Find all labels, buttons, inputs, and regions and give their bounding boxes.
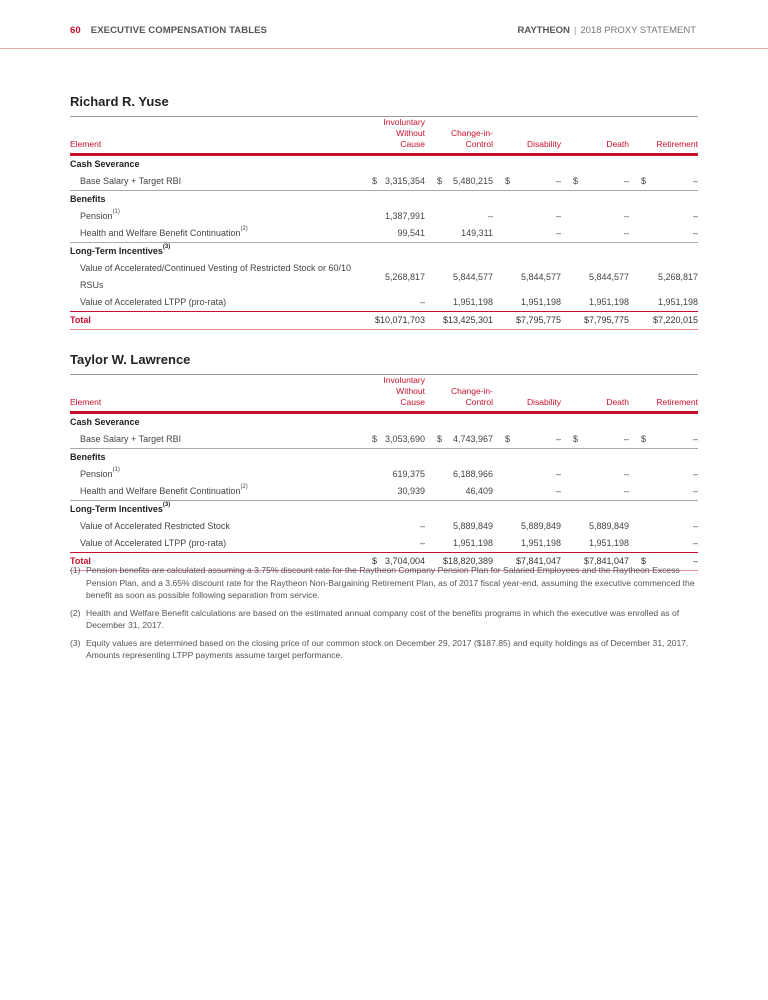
row-label-text: Base Salary + Target RBI <box>80 434 182 444</box>
value-amount: – <box>623 176 629 186</box>
total-amount: $7,220,015 <box>652 315 698 325</box>
value-cell <box>425 294 493 312</box>
currency-symbol: $ <box>505 176 511 186</box>
footnote-ref: (3) <box>162 502 171 508</box>
value-cell <box>629 208 698 225</box>
column-header-involuntary <box>360 117 425 155</box>
footnote-ref: (2) <box>240 226 248 232</box>
row-label <box>70 466 360 483</box>
executive-name: Taylor W. Lawrence <box>70 352 191 367</box>
value-cell <box>561 518 629 535</box>
footnote-marker: (1) <box>70 565 81 575</box>
value-cell <box>425 173 493 191</box>
value-cell <box>561 483 629 501</box>
value-cell <box>629 483 698 501</box>
header-right <box>517 25 696 36</box>
footnote-marker: (3) <box>70 637 81 648</box>
value-amount: – <box>692 434 698 444</box>
value-amount: – <box>419 538 425 548</box>
value-amount: 30,939 <box>397 486 425 496</box>
value-cell <box>360 225 425 243</box>
footnote <box>70 637 698 662</box>
group-label <box>70 501 698 519</box>
column-header-involuntary-line1: Involuntary <box>383 375 425 385</box>
value-cell <box>561 225 629 243</box>
column-header-element: Element <box>70 397 102 407</box>
value-amount: 5,480,215 <box>452 176 493 186</box>
header-rule <box>0 48 768 49</box>
total-amount: $10,071,703 <box>374 315 425 325</box>
compensation-table <box>70 117 698 330</box>
row-label-text: Health and Welfare Benefit Continuation <box>80 228 241 238</box>
value-amount: – <box>692 176 698 186</box>
value-amount: – <box>555 486 561 496</box>
group-label <box>70 243 698 261</box>
footnote-ref: (2) <box>240 484 248 490</box>
total-amount: $7,795,775 <box>583 315 629 325</box>
value-amount: – <box>623 434 629 444</box>
executive-name: Richard R. Yuse <box>70 94 169 109</box>
header-separator: | <box>573 25 577 36</box>
value-amount: – <box>692 469 698 479</box>
value-cell <box>425 431 493 449</box>
column-header-change-in-control-line1: Change-in- <box>450 128 493 138</box>
footnote <box>70 564 698 602</box>
value-amount: 5,889,849 <box>520 521 561 531</box>
value-amount: 1,951,198 <box>452 538 493 548</box>
currency-symbol: $ <box>505 434 511 444</box>
table-row <box>70 535 698 553</box>
column-header-involuntary-line2: Without Cause <box>396 386 425 407</box>
value-cell <box>493 483 561 501</box>
table-row <box>70 483 698 501</box>
value-cell <box>425 208 493 225</box>
table-row <box>70 466 698 483</box>
value-cell <box>360 431 425 449</box>
value-amount: – <box>555 228 561 238</box>
document-title: 2018 PROXY STATEMENT <box>580 25 696 36</box>
table-section-lawrence <box>70 350 698 571</box>
total-value <box>360 312 425 330</box>
value-amount: – <box>692 211 698 221</box>
group-row <box>70 243 698 261</box>
value-cell <box>493 225 561 243</box>
value-cell <box>629 260 698 294</box>
header-row <box>70 375 698 413</box>
value-amount: 5,844,577 <box>452 271 493 282</box>
footnote-text: Pension benefits are calculated assuming a 3.75% discount rate for the Raytheon Company Pension Plan for Salaried Employees and the Raytheon Excess Pension Plan, and a 3.65% discount rate for the Raytheon Non-Bargaining Retirement Plan, as of 2017 fiscal year-end, assuming the executive commenced the benefit as soon as possible following separation from service. <box>86 565 695 600</box>
table-row <box>70 173 698 191</box>
value-cell <box>425 518 493 535</box>
row-label <box>70 535 360 553</box>
value-amount: – <box>487 211 493 221</box>
total-value <box>493 312 561 330</box>
value-cell <box>493 518 561 535</box>
value-amount: – <box>692 486 698 496</box>
value-cell <box>360 260 425 294</box>
total-label: Total <box>70 553 360 571</box>
value-cell <box>425 260 493 294</box>
total-value <box>425 312 493 330</box>
value-amount: 619,375 <box>392 469 425 479</box>
column-header-change-in-control <box>425 117 493 155</box>
row-label <box>70 173 360 191</box>
currency-symbol: $ <box>573 434 579 444</box>
value-amount: 3,053,690 <box>384 434 425 444</box>
value-cell <box>629 225 698 243</box>
row-label-text: Value of Accelerated Restricted Stock <box>80 521 230 531</box>
value-amount: 5,889,849 <box>452 521 493 531</box>
value-cell <box>629 294 698 312</box>
group-label <box>70 191 698 209</box>
value-amount: 149,311 <box>461 228 493 238</box>
total-amount: – <box>692 556 698 566</box>
group-row <box>70 501 698 519</box>
group-label <box>70 449 698 467</box>
table-row <box>70 518 698 535</box>
column-header-death: Death <box>606 139 629 149</box>
value-amount: – <box>692 228 698 238</box>
group-label-text: Cash Severance <box>70 159 140 169</box>
value-amount: 5,844,577 <box>588 271 629 282</box>
value-cell <box>360 518 425 535</box>
value-amount: 5,268,817 <box>657 271 698 282</box>
total-value <box>561 312 629 330</box>
row-label-text: Base Salary + Target RBI <box>80 176 182 186</box>
group-label-text: Long-Term Incentives <box>70 246 163 256</box>
value-cell <box>425 483 493 501</box>
footnote-text: Health and Welfare Benefit calculations are based on the estimated annual company cost of the benefits programs in which the executive was enrolled as of December 31, 2017. <box>86 607 680 630</box>
value-cell <box>629 466 698 483</box>
group-label-text: Cash Severance <box>70 417 140 427</box>
currency-symbol: $ <box>372 434 378 444</box>
total-value <box>629 312 698 330</box>
total-amount: $7,841,047 <box>583 556 629 566</box>
table-section-yuse <box>70 92 698 330</box>
total-amount: $18,820,389 <box>442 556 493 566</box>
value-amount: – <box>623 486 629 496</box>
group-label-text: Benefits <box>70 194 106 204</box>
total-amount: $7,795,775 <box>515 315 561 325</box>
column-header-involuntary-line1: Involuntary <box>383 117 425 127</box>
group-label-text: Benefits <box>70 452 106 462</box>
row-label <box>70 483 360 501</box>
value-cell <box>561 535 629 553</box>
value-cell <box>493 260 561 294</box>
column-header-disability: Disability <box>526 139 561 149</box>
group-row <box>70 449 698 467</box>
value-cell <box>425 225 493 243</box>
page-header <box>0 0 768 50</box>
value-cell <box>493 431 561 449</box>
row-label-text: Health and Welfare Benefit Continuation <box>80 486 241 496</box>
value-amount: – <box>623 228 629 238</box>
column-header-disability: Disability <box>526 397 561 407</box>
currency-symbol: $ <box>372 556 378 566</box>
footnote-ref: (1) <box>112 467 120 473</box>
value-amount: 5,268,817 <box>384 271 425 282</box>
currency-symbol: $ <box>437 434 443 444</box>
value-amount: 46,409 <box>465 486 493 496</box>
table-row <box>70 294 698 312</box>
column-header-involuntary-line2: Without Cause <box>396 128 425 149</box>
value-amount: 99,541 <box>397 228 425 238</box>
value-cell <box>425 535 493 553</box>
value-cell <box>360 483 425 501</box>
currency-symbol: $ <box>573 176 579 186</box>
value-amount: 3,315,354 <box>384 176 425 186</box>
footnote-text: Equity values are determined based on the closing price of our common stock on December 29, 2017 ($187.85) and equity holdings as of December 31, 2017. Amounts representing LTPP payments assume target performance. <box>86 637 689 660</box>
value-amount: – <box>555 434 561 444</box>
value-cell <box>493 294 561 312</box>
column-header-change-in-control-line1: Change-in- <box>450 386 493 396</box>
row-label <box>70 208 360 225</box>
value-amount: 6,188,966 <box>452 469 493 479</box>
row-label-text: Value of Accelerated/Continued Vesting of Restricted Stock or 60/10 RSUs <box>80 263 351 290</box>
value-cell <box>561 260 629 294</box>
total-label: Total <box>70 312 360 330</box>
total-row <box>70 312 698 330</box>
compensation-table <box>70 375 698 571</box>
row-label <box>70 431 360 449</box>
table-row <box>70 208 698 225</box>
value-cell <box>360 294 425 312</box>
total-amount: 3,704,004 <box>384 556 425 566</box>
value-cell <box>561 294 629 312</box>
group-row <box>70 191 698 209</box>
column-header-involuntary <box>360 375 425 413</box>
value-cell <box>561 431 629 449</box>
row-label-text: Pension <box>80 211 113 221</box>
column-header-retirement: Retirement <box>656 397 698 407</box>
header-left <box>70 25 267 36</box>
value-cell <box>360 535 425 553</box>
row-label <box>70 260 360 294</box>
value-cell <box>493 173 561 191</box>
value-amount: 1,951,198 <box>520 538 561 548</box>
column-header-death: Death <box>606 397 629 407</box>
value-cell <box>561 173 629 191</box>
value-amount: 1,951,198 <box>588 297 629 307</box>
value-amount: – <box>419 297 425 307</box>
group-row <box>70 155 698 174</box>
total-amount: $7,841,047 <box>515 556 561 566</box>
footnote <box>70 607 698 632</box>
value-cell <box>360 173 425 191</box>
value-amount: 1,951,198 <box>588 538 629 548</box>
group-row <box>70 413 698 432</box>
currency-symbol: $ <box>372 176 378 186</box>
value-amount: 5,889,849 <box>588 521 629 531</box>
value-cell <box>561 466 629 483</box>
currency-symbol: $ <box>641 556 647 566</box>
section-title: EXECUTIVE COMPENSATION TABLES <box>90 25 267 36</box>
column-header-element: Element <box>70 139 102 149</box>
value-amount: 5,844,577 <box>520 271 561 282</box>
currency-symbol: $ <box>641 176 647 186</box>
footnote-marker: (2) <box>70 607 81 618</box>
value-cell <box>629 173 698 191</box>
value-cell <box>425 466 493 483</box>
value-amount: – <box>692 521 698 531</box>
column-header-change-in-control-line2: Control <box>465 397 493 407</box>
value-amount: – <box>555 211 561 221</box>
value-cell <box>629 535 698 553</box>
total-amount: $13,425,301 <box>442 315 493 325</box>
header-row <box>70 117 698 155</box>
currency-symbol: $ <box>641 434 647 444</box>
column-header-change-in-control <box>425 375 493 413</box>
footnote-ref: (1) <box>112 209 120 215</box>
value-amount: – <box>555 469 561 479</box>
row-label-text: Value of Accelerated LTPP (pro-rata) <box>80 297 227 307</box>
table-row <box>70 431 698 449</box>
footnotes <box>70 564 698 667</box>
footnote-ref: (3) <box>162 244 171 250</box>
row-label <box>70 294 360 312</box>
value-amount: – <box>555 176 561 186</box>
value-cell <box>493 535 561 553</box>
value-cell <box>360 208 425 225</box>
value-amount: – <box>692 538 698 548</box>
group-label <box>70 155 698 174</box>
row-label-text: Value of Accelerated LTPP (pro-rata) <box>80 538 227 548</box>
value-amount: – <box>623 211 629 221</box>
value-amount: – <box>623 469 629 479</box>
value-amount: 1,387,991 <box>384 211 425 221</box>
column-header-retirement: Retirement <box>656 139 698 149</box>
group-label <box>70 413 698 432</box>
value-amount: 1,951,198 <box>520 297 561 307</box>
column-header-change-in-control-line2: Control <box>465 139 493 149</box>
value-cell <box>629 518 698 535</box>
group-label-text: Long-Term Incentives <box>70 504 163 514</box>
currency-symbol: $ <box>437 176 443 186</box>
value-cell <box>493 208 561 225</box>
row-label-text: Pension <box>80 469 113 479</box>
value-cell <box>629 431 698 449</box>
brand-name: RAYTHEON <box>517 25 570 36</box>
value-amount: 1,951,198 <box>657 297 698 307</box>
value-amount: 1,951,198 <box>452 297 493 307</box>
value-cell <box>561 208 629 225</box>
row-label <box>70 518 360 535</box>
row-label <box>70 225 360 243</box>
page-number: 60 <box>70 25 81 36</box>
value-cell <box>360 466 425 483</box>
table-row <box>70 260 698 294</box>
value-amount: 4,743,967 <box>452 434 493 444</box>
table-row <box>70 225 698 243</box>
value-amount: – <box>419 521 425 531</box>
value-cell <box>493 466 561 483</box>
